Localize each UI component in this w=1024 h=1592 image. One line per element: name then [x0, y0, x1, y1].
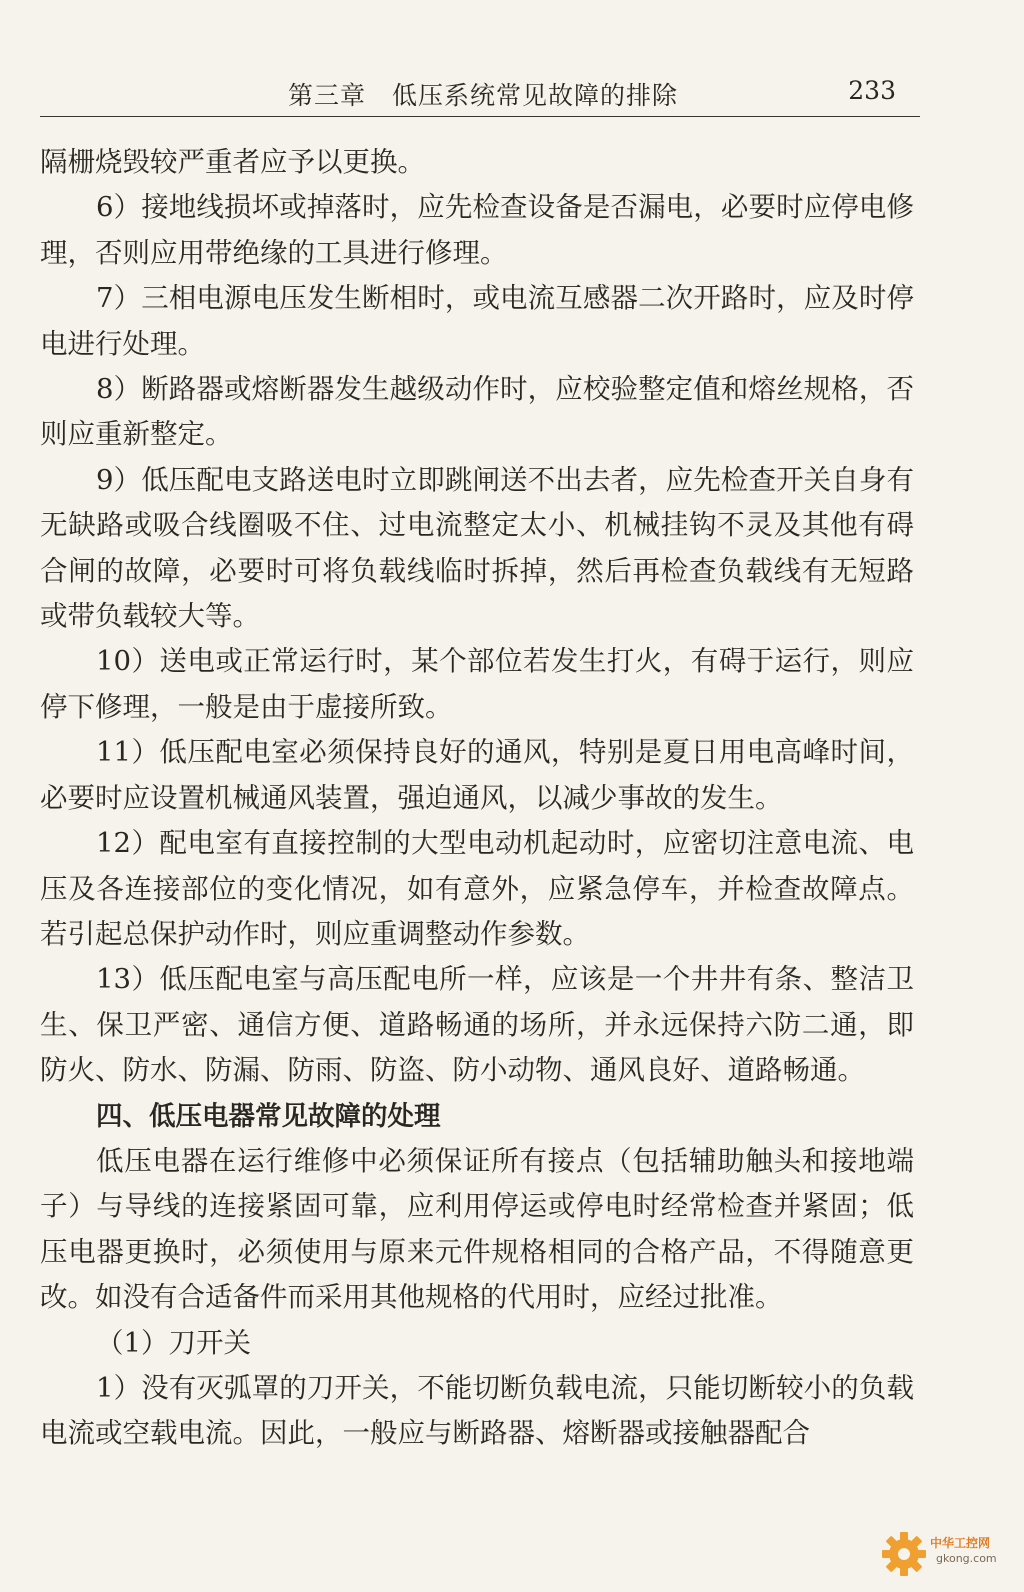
paragraph-continuation: 隔栅烧毁较严重者应予以更换。 [40, 146, 425, 178]
item-8: 8）断路器或熔断器发生越级动作时，应校验整定值和熔丝规格，否则应重新整定。 [40, 373, 914, 451]
watermark-brand: 中华工控网 [930, 1536, 991, 1550]
item-7: 7）三相电源电压发生断相时，或电流互感器二次开路时，应及时停电进行处理。 [40, 282, 914, 360]
watermark-site: gkong.com [936, 1552, 997, 1565]
site-watermark [878, 1520, 1018, 1584]
gear-icon [878, 1528, 930, 1580]
subsection-title: （1）刀开关 [96, 1326, 251, 1359]
body-text [40, 140, 914, 1457]
item-11: 11）低压配电室必须保持良好的通风，特别是夏日用电高峰时间，必要时应设置机械通风装置，强迫通风，以减少事故的发生。 [40, 736, 914, 814]
item-12: 12）配电室有直接控制的大型电动机起动时，应密切注意电流、电压及各连接部位的变化情况，如有意外，应紧急停车，并检查故障点。若引起总保护动作时，则应重调整动作参数。 [40, 827, 914, 950]
item-6: 6）接地线损坏或掉落时，应先检查设备是否漏电，必要时应停电修理，否则应用带绝缘的工具进行修理。 [40, 191, 914, 269]
chapter-title: 第三章 低压系统常见故障的排除 [288, 81, 679, 110]
section-heading: 四、低压电器常见故障的处理 [96, 1100, 441, 1132]
item-9: 9）低压配电支路送电时立即跳闸送不出去者，应先检查开关自身有无缺路或吸合线圈吸不住、过电流整定太小、机械挂钩不灵及其他有碍合闸的故障，必要时可将负载线临时拆掉，然后再检查负载线有无短路或带负载较大等。 [40, 463, 914, 633]
running-head [40, 72, 920, 117]
page-number: 233 [848, 76, 896, 105]
item-13: 13）低压配电室与高压配电所一样，应该是一个井井有条、整洁卫生、保卫严密、通信方便、道路畅通的场所，并永远保持六防二通，即防火、防水、防漏、防雨、防盗、防小动物、通风良好、道路畅通。 [40, 963, 914, 1087]
subitem-1: 1）没有灭弧罩的刀开关，不能切断负载电流，只能切断较小的负载电流或空载电流。因此，一般应与断路器、熔断器或接触器配合 [40, 1371, 914, 1450]
section-intro: 低压电器在运行维修中必须保证所有接点（包括辅助触头和接地端子）与导线的连接紧固可靠，应利用停运或停电时经常检查并紧固；低压电器更换时，必须使用与原来元件规格相同的合格产品，不得随意更改。如没有合适备件而采用其他规格的代用时，应经过批准。 [40, 1144, 914, 1314]
item-10: 10）送电或正常运行时，某个部位若发生打火，有碍于运行，则应停下修理，一般是由于虚接所致。 [40, 645, 914, 723]
